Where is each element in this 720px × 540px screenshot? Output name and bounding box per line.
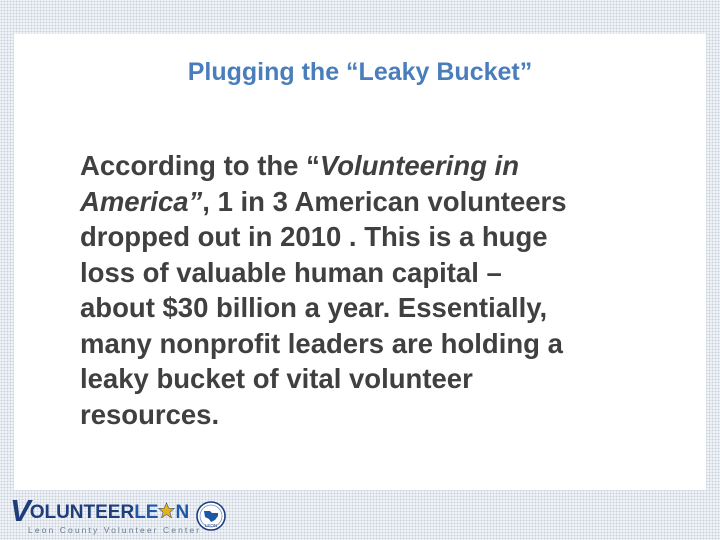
- logo-word-le: LE: [134, 502, 159, 523]
- body-line-4: loss of valuable human capital –: [80, 256, 502, 288]
- book-title-segment: America”: [80, 185, 203, 217]
- body-line-5: about $30 billion a year. Essentially,: [80, 292, 548, 323]
- slide-title: Plugging the “Leaky Bucket”: [187, 58, 533, 86]
- logo-wordmark: [10, 493, 190, 528]
- body-line-6: many nonprofit leaders are holding a: [80, 327, 563, 359]
- body-text-segment: According to the “: [80, 150, 320, 181]
- logo-word-n: N: [175, 502, 190, 523]
- body-line-7: leaky bucket of vital volunteer: [80, 363, 473, 394]
- logo-word-volunteer: OLUNTEER: [29, 502, 135, 523]
- body-line-3: dropped out in 2010 . This is a huge: [80, 221, 548, 252]
- body-line-8: resources.: [80, 398, 220, 430]
- book-title-segment: Volunteering in: [319, 150, 519, 181]
- seal-text: LEON: [204, 523, 218, 528]
- star-icon: [158, 502, 175, 519]
- logo-letter-v: V: [10, 493, 31, 528]
- body-paragraph: [80, 148, 680, 432]
- body-text-segment: , 1 in 3 American volunteers: [202, 185, 567, 217]
- volunteer-leon-logo: [10, 492, 240, 538]
- body-line-1: [80, 148, 680, 184]
- logo-tagline: Leon County Volunteer Center: [28, 525, 202, 535]
- body-line-2: [80, 184, 680, 220]
